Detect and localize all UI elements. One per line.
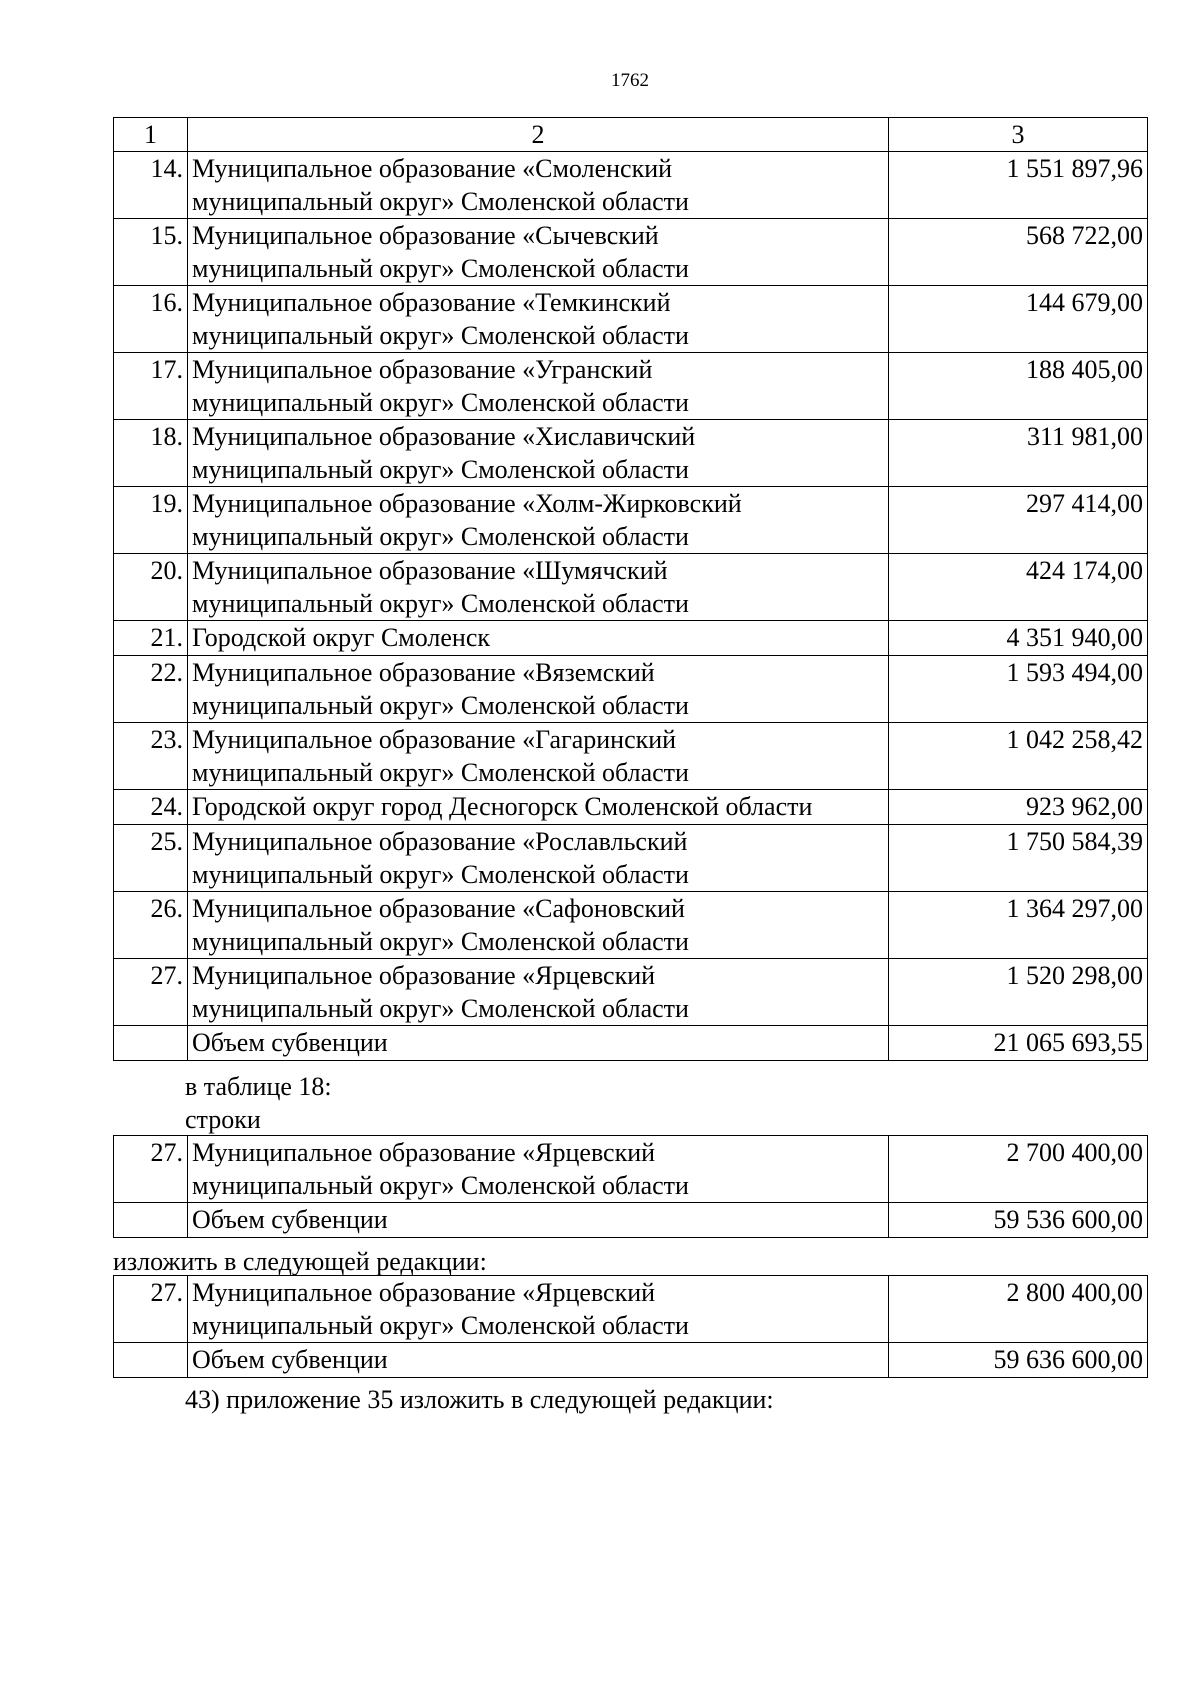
amount: 1 520 298,00 [889,959,1148,1026]
municipality-name [188,554,889,621]
table-header-row [114,118,1148,152]
row-number: 14. [114,152,188,219]
name-line-1: Муниципальное образование «Сафоновский [192,894,685,923]
table-row [114,723,1148,790]
row-number: 27. [114,1276,188,1343]
amount: 188 405,00 [889,353,1148,420]
paragraph-new-edition: изложить в следующей редакции: [113,1247,487,1276]
name-line-1: Муниципальное образование «Сычевский [192,221,659,250]
paragraph-appendix-35: 43) приложение 35 изложить в следующей редакции: [185,1385,774,1414]
amount: 923 962,00 [889,790,1148,825]
municipality-name [188,825,889,892]
table-row [114,959,1148,1026]
old-rows-table [113,1135,1148,1238]
name-line-2: муниципальный округ» Смоленской области [192,691,689,720]
name-line-1: Муниципальное образование «Ярцевский [192,1278,656,1307]
municipality-name [188,219,889,286]
amount: 568 722,00 [889,219,1148,286]
total-amount: 21 065 693,55 [889,1026,1148,1061]
municipality-name [188,1136,889,1203]
table-row [114,286,1148,353]
table-row [114,487,1148,554]
amount: 311 981,00 [889,420,1148,487]
municipality-name [188,487,889,554]
amount: 1 364 297,00 [889,892,1148,959]
name-line-2: муниципальный округ» Смоленской области [192,187,689,216]
name-line-1: Муниципальное образование «Ярцевский [192,961,656,990]
amount: 2 700 400,00 [889,1136,1148,1203]
subvention-table [113,117,1148,1061]
name-line-1: Муниципальное образование «Вяземский [192,658,655,687]
row-number: 26. [114,892,188,959]
name-line-2: муниципальный округ» Смоленской области [192,589,689,618]
total-amount: 59 536 600,00 [889,1203,1148,1238]
paragraph-rows: строки [185,1105,261,1134]
table-row [114,353,1148,420]
row-number: 19. [114,487,188,554]
amount: 4 351 940,00 [889,621,1148,656]
total-label: Объем субвенции [188,1026,889,1061]
name-line-1: Муниципальное образование «Шумячский [192,556,668,585]
row-number: 22. [114,656,188,723]
name-line-1: Городской округ город Десногорск Смоленской области [192,792,813,821]
amount: 1 551 897,96 [889,152,1148,219]
name-line-1: Муниципальное образование «Смоленский [192,154,673,183]
header-col-2: 2 [188,118,889,152]
row-number: 24. [114,790,188,825]
name-line-1: Муниципальное образование «Угранский [192,355,653,384]
name-line-2: муниципальный округ» Смоленской области [192,994,689,1023]
paragraph-table-18: в таблице 18: [185,1072,332,1101]
table-row [114,1276,1148,1343]
municipality-name [188,656,889,723]
row-number: 17. [114,353,188,420]
total-label: Объем субвенции [188,1203,889,1238]
row-number: 27. [114,1136,188,1203]
row-number: 15. [114,219,188,286]
amount: 2 800 400,00 [889,1276,1148,1343]
total-label: Объем субвенции [188,1343,889,1378]
name-line-2: муниципальный округ» Смоленской области [192,1171,689,1200]
amount: 144 679,00 [889,286,1148,353]
total-row [114,1343,1148,1378]
municipality-name [188,152,889,219]
name-line-2: муниципальный округ» Смоленской области [192,758,689,787]
row-number: 27. [114,959,188,1026]
new-rows-table [113,1275,1148,1378]
table-row [114,420,1148,487]
row-number: 25. [114,825,188,892]
name-line-1: Муниципальное образование «Холм-Жирковский [192,489,742,518]
header-col-1: 1 [114,118,188,152]
municipality-name [188,892,889,959]
total-num-cell [114,1026,188,1061]
name-line-2: муниципальный округ» Смоленской области [192,321,689,350]
amount: 1 042 258,42 [889,723,1148,790]
total-row [114,1026,1148,1061]
page-number: 1762 [611,70,649,91]
total-row [114,1203,1148,1238]
amount: 1 750 584,39 [889,825,1148,892]
municipality-name [188,353,889,420]
amount: 424 174,00 [889,554,1148,621]
amount: 1 593 494,00 [889,656,1148,723]
municipality-name [188,790,889,825]
name-line-2: муниципальный округ» Смоленской области [192,254,689,283]
table-row [114,152,1148,219]
table-row [114,1136,1148,1203]
total-num-cell [114,1343,188,1378]
name-line-2: муниципальный округ» Смоленской области [192,455,689,484]
municipality-name [188,286,889,353]
municipality-name [188,959,889,1026]
municipality-name [188,621,889,656]
name-line-1: Муниципальное образование «Ярцевский [192,1138,656,1167]
table-row [114,656,1148,723]
row-number: 21. [114,621,188,656]
name-line-1: Муниципальное образование «Хиславичский [192,422,696,451]
total-amount: 59 636 600,00 [889,1343,1148,1378]
name-line-1: Городской округ Смоленск [192,623,490,652]
name-line-1: Муниципальное образование «Рославльский [192,827,688,856]
table-row [114,621,1148,656]
table-row [114,825,1148,892]
row-number: 16. [114,286,188,353]
total-num-cell [114,1203,188,1238]
name-line-2: муниципальный округ» Смоленской области [192,927,689,956]
table-row [114,790,1148,825]
header-col-3: 3 [889,118,1148,152]
name-line-2: муниципальный округ» Смоленской области [192,522,689,551]
municipality-name [188,420,889,487]
row-number: 23. [114,723,188,790]
name-line-2: муниципальный округ» Смоленской области [192,860,689,889]
name-line-1: Муниципальное образование «Гагаринский [192,725,677,754]
name-line-1: Муниципальное образование «Темкинский [192,288,671,317]
row-number: 20. [114,554,188,621]
name-line-2: муниципальный округ» Смоленской области [192,388,689,417]
name-line-2: муниципальный округ» Смоленской области [192,1311,689,1340]
table-row [114,554,1148,621]
table-row [114,219,1148,286]
amount: 297 414,00 [889,487,1148,554]
table-row [114,892,1148,959]
row-number: 18. [114,420,188,487]
municipality-name [188,1276,889,1343]
municipality-name [188,723,889,790]
